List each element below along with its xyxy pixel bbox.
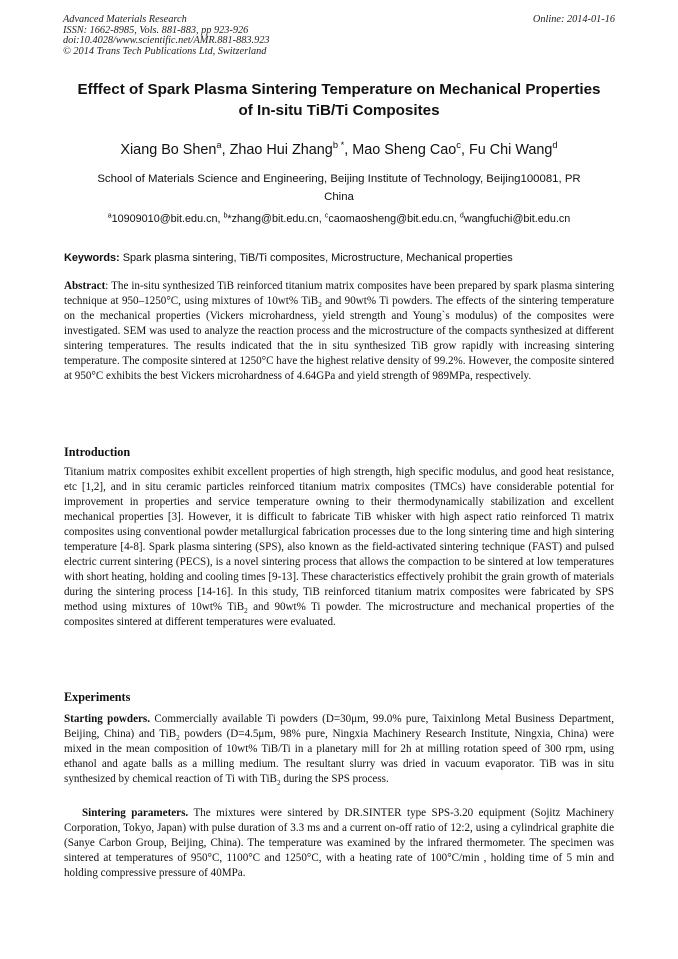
author-name: Mao Sheng Cao bbox=[352, 142, 457, 158]
keywords-text: Spark plasma sintering, TiB/Ti composites, Microstructure, Mechanical properties bbox=[119, 252, 513, 264]
author-separator: , bbox=[221, 142, 230, 158]
experiments-heading: Experiments bbox=[64, 690, 131, 704]
email-list bbox=[40, 212, 638, 226]
author-superscript: c bbox=[456, 140, 461, 151]
affiliation-line-2: China bbox=[324, 191, 354, 203]
author-name: Xiang Bo Shen bbox=[120, 142, 217, 158]
introduction-text: and 90wt% Ti powder. The microstructure and mechanical properties of the composites sintered at different temperatures were evaluated. bbox=[64, 601, 614, 628]
starting-powders-text: Commercially available Ti powders (D=30μm, 99.0% pure, Taixinlong Metal Business Department, Beijing, China) and TiB bbox=[64, 713, 614, 740]
sintering-parameters-label: Sintering parameters. bbox=[82, 807, 189, 819]
introduction-heading: Introduction bbox=[64, 445, 131, 459]
keywords-label: Keywords: bbox=[64, 252, 120, 264]
email-address[interactable]: *zhang@bit.edu.cn, bbox=[227, 213, 325, 225]
email-superscript: d bbox=[459, 212, 464, 220]
starting-powders-text: powders (D=4.5μm, 98% pure, Ningxia Machinery Research Institute, Ningxia, China) were mixed in the mean composition of 10wt% TiB/Ti in a planetary mill for 2h at milling rotation speed of 300 rpm, using ethanol and agate balls as a milling medium. The resultant slurry was dried in vacuum evaporator. TiB was in situ synthesized by chemical reaction of Ti with TiB bbox=[64, 728, 614, 785]
title-line-2: of In-situ TiB/Ti Composites bbox=[238, 102, 440, 119]
title-line-1: Efffect of Spark Plasma Sintering Temperature on Mechanical Properties bbox=[77, 81, 601, 98]
journal-name: Advanced Materials Research bbox=[63, 14, 187, 25]
starting-powders-label: Starting powders. bbox=[64, 713, 151, 725]
author-superscript: d bbox=[552, 140, 558, 151]
copyright-line: © 2014 Trans Tech Publications Ltd, Switzerland bbox=[63, 45, 267, 57]
abstract-subscript: 2 bbox=[318, 301, 322, 310]
abstract-label: Abstract bbox=[64, 280, 106, 292]
introduction-text: Titanium matrix composites exhibit excellent properties of high strength, high specific modulus, and good heat resistance, etc [1,2], and in situ ceramic particles reinforced titanium matrix composites (TMCs) have considerable potential for improvement in properties and service temperature owning to their thermodynamically stabilization and excellent mechanical properties [3]. However, it is difficult to fabricate TiB whisker with high aspect ratio reinforced Ti matrix composites using conventional powder metallurgical fabrication processes due to the long sintering time and high sintering temperature [4-8]. Spark plasma sintering (SPS), also known as the field-activated sintering technique (FAST) and pulsed electric current sintering (PECS), is a novel sintering process that allows the compaction to be sintered at low temperatures with short heating, holding and cooling times [9-13]. These characteristics effectively prohibit the grain growth of materials during the sintering process [14-16]. In this study, TiB reinforced titanium matrix composites were fabricated by SPS method using mixtures of 10wt% TiB bbox=[64, 466, 614, 613]
online-date: Online: 2014-01-16 bbox=[532, 14, 615, 25]
email-address[interactable]: 10909010@bit.edu.cn, bbox=[111, 213, 224, 225]
sintering-parameters-paragraph bbox=[64, 806, 614, 881]
author-list bbox=[40, 141, 638, 159]
starting-powders-text: during the SPS process. bbox=[280, 773, 389, 785]
email-superscript: a bbox=[107, 212, 112, 220]
author-superscript: b * bbox=[332, 140, 345, 151]
author-separator: , bbox=[344, 142, 353, 158]
author-name: Zhao Hui Zhang bbox=[229, 142, 333, 158]
abstract-text: : The in-situ synthesized TiB reinforced titanium matrix composites have been prepared by spark plasma sintering technique at 950–1250°C, using mixtures of 10wt% TiB bbox=[64, 280, 614, 307]
affiliation bbox=[60, 170, 618, 206]
issn-line: ISSN: 1662-8985, Vols. 881-883, pp 923-926 bbox=[63, 24, 249, 36]
email-superscript: b bbox=[223, 212, 228, 220]
author-separator: , bbox=[460, 142, 469, 158]
abstract-text: and 90wt% Ti powders. The effects of the sintering temperature on the mechanical properties (Vickers microhardness, yield strength and Young`s modulus) of the composites were investigated. SEM was used to analyze the reaction process and the microstructure of the compacts synthesized at different sintering temperatures. The results indicated that the in situ synthesized TiB grow rapidly with increasing sintering temperature. The composite sintered at 1250°C have the highest relative density of 99.2%. However, the composite sintered at 950°C exhibits the best Vickers microhardness of 4.64GPa and yield strength of 989MPa, respectively. bbox=[64, 295, 614, 382]
starting-powders-subscript: 2 bbox=[276, 779, 281, 788]
paper-title bbox=[50, 79, 628, 121]
introduction-paragraph bbox=[64, 465, 614, 630]
abstract bbox=[64, 279, 614, 384]
email-address[interactable]: caomaosheng@bit.edu.cn, bbox=[328, 213, 460, 225]
starting-powders-paragraph bbox=[64, 712, 614, 787]
author-name: Fu Chi Wang bbox=[468, 142, 553, 158]
doi-line: doi:10.4028/www.scientific.net/AMR.881-883.923 bbox=[63, 35, 270, 47]
email-address[interactable]: wangfuchi@bit.edu.cn bbox=[463, 213, 571, 225]
starting-powders-subscript: 2 bbox=[176, 734, 180, 743]
sintering-parameters-text: The mixtures were sintered by DR.SINTER type SPS-3.20 equipment (Sojitz Machinery Corporation, Tokyo, Japan) with pulse duration of 3.3 ms and a current on-off ratio of 12:2, using a cylindrical graphite die (Sanye Carbon Group, Beijing, China). The temperature was examined by the infrared thermometer. The specimen was sintered at temperatures of 950°C, 1100°C and 1250°C, with a heating rate of 100°C/min , holding time of 5 min and holding compressive pressure of 40MPa. bbox=[64, 807, 614, 879]
keywords bbox=[64, 251, 618, 265]
journal-header bbox=[63, 15, 615, 57]
affiliation-line-1: School of Materials Science and Engineering, Beijing Institute of Technology, Beijing100081, PR bbox=[97, 173, 581, 185]
introduction-subscript: 2 bbox=[244, 607, 248, 616]
email-superscript: c bbox=[324, 212, 329, 220]
author-superscript: a bbox=[216, 140, 222, 151]
